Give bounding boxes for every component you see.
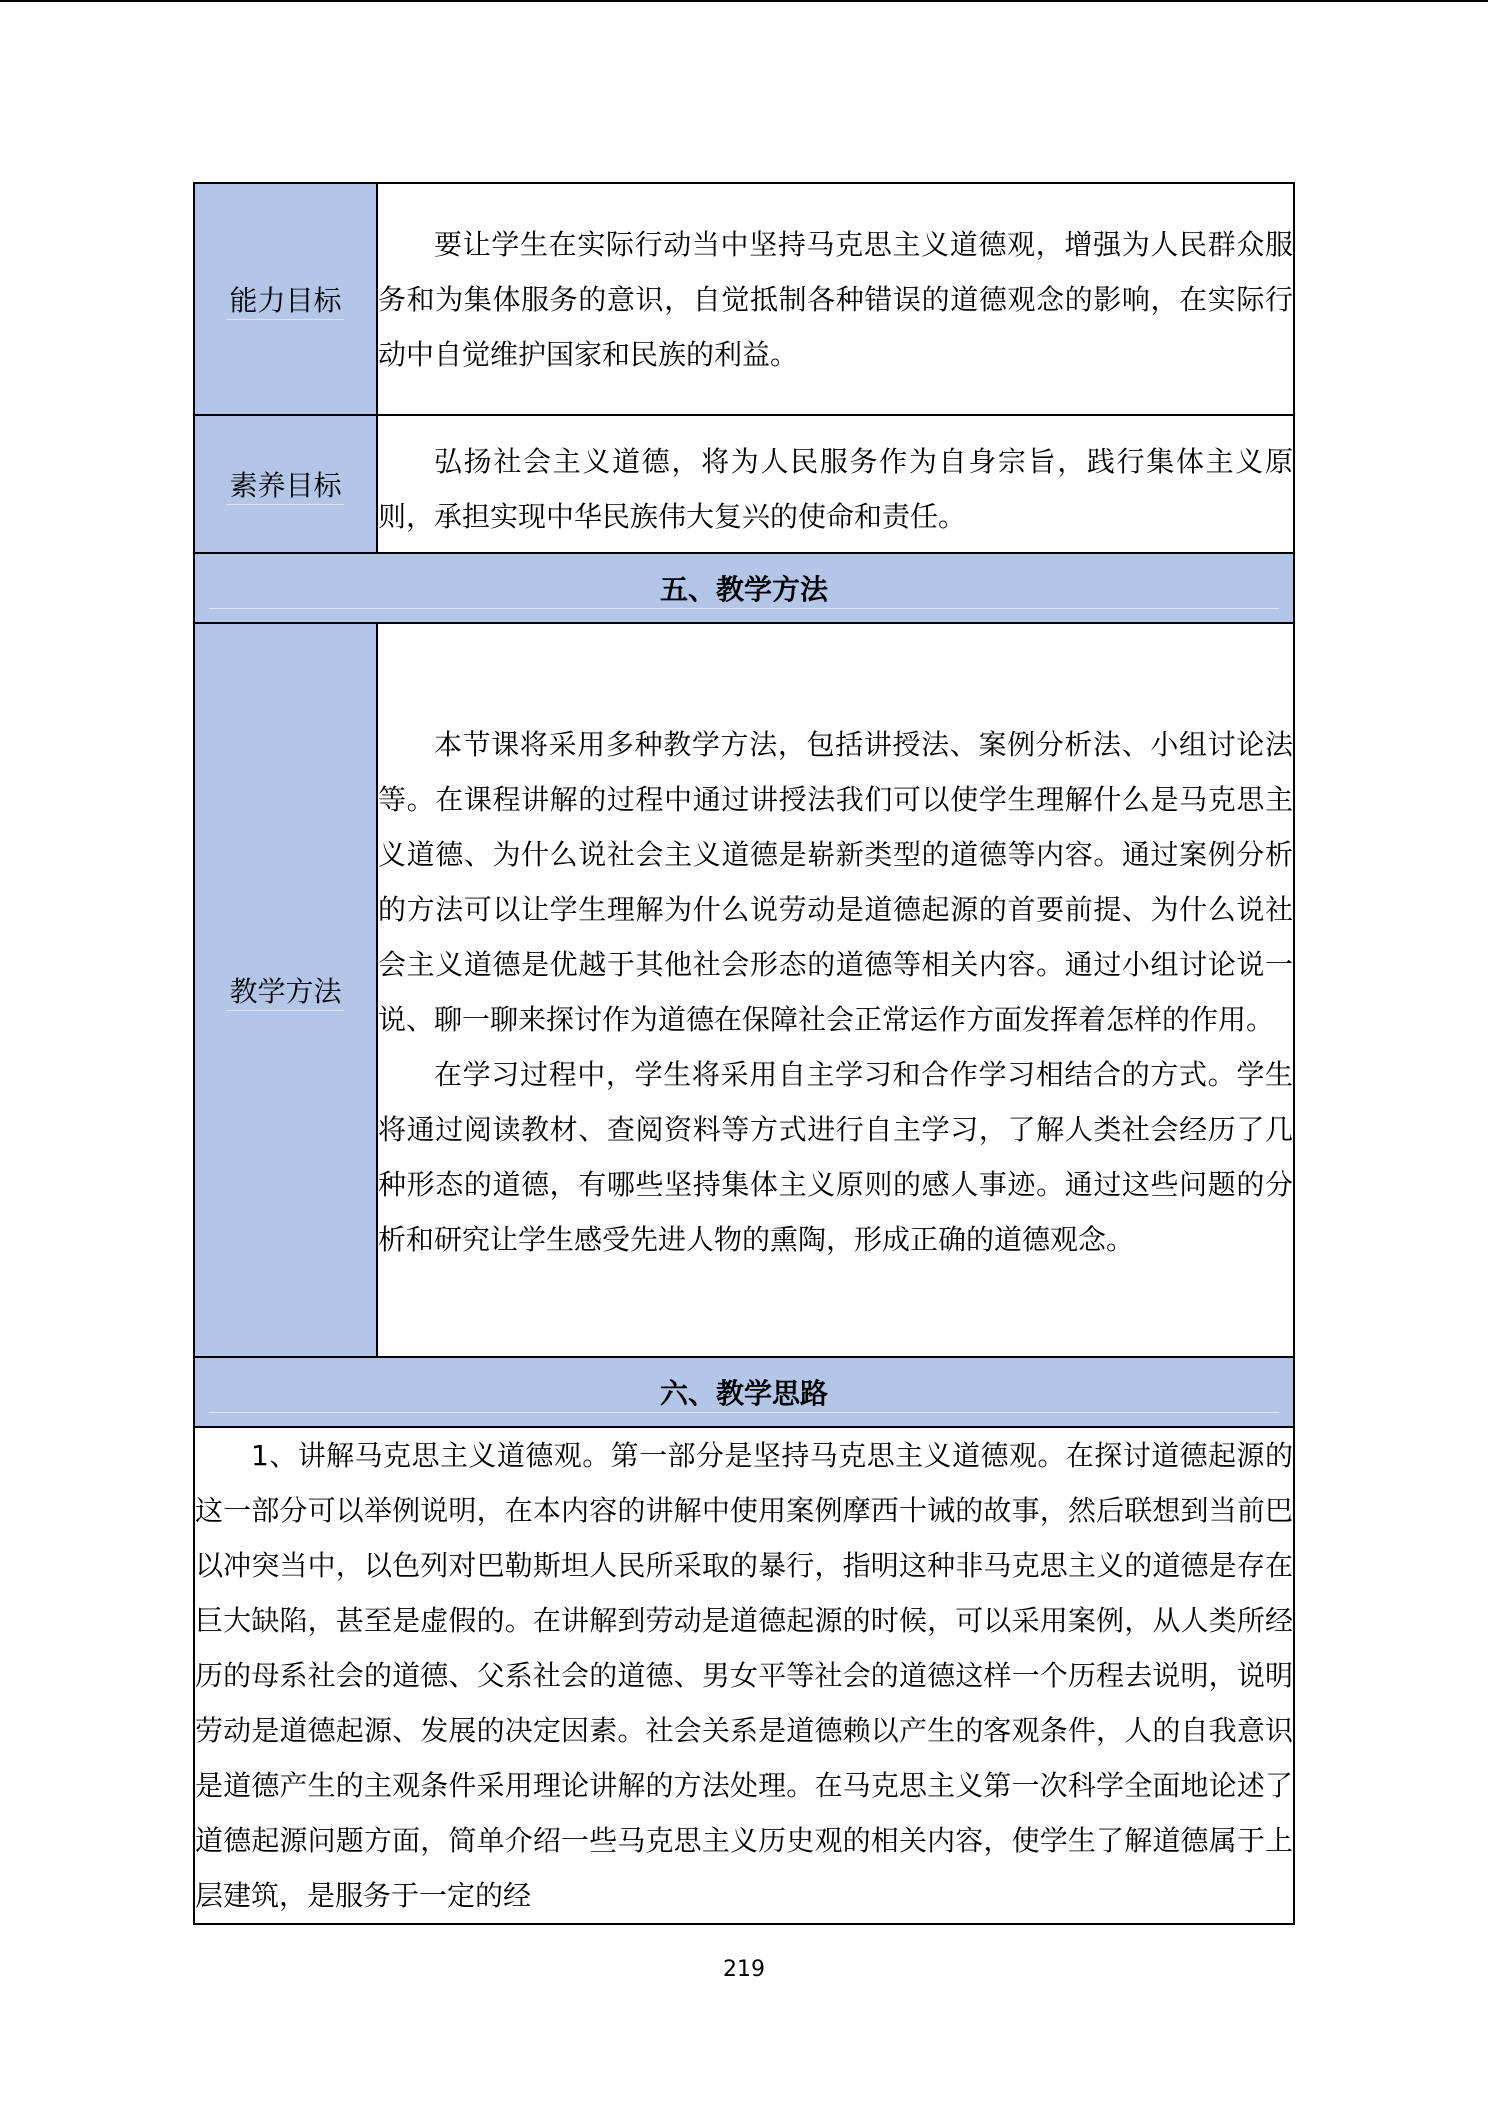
section-title-thinking: 六、教学思路 [209, 1372, 1279, 1413]
ability-goal-label-cell [194, 183, 377, 415]
thinking-content [194, 1427, 1294, 1924]
table-row [194, 1357, 1294, 1427]
section-heading-thinking [194, 1357, 1294, 1427]
section-title-methods: 五、教学方法 [209, 568, 1279, 609]
ability-goal-content [377, 183, 1294, 415]
lesson-plan-table [193, 182, 1295, 1925]
literacy-goal-label-cell [194, 415, 377, 553]
table-row [194, 183, 1294, 415]
thinking-text: 1、讲解马克思主义道德观。第一部分是坚持马克思主义道德观。在探讨道德起源的这一部分可以举例说明，在本内容的讲解中使用案例摩西十诫的故事，然后联想到当前巴以冲突当中，以色列对巴勒斯坦人民所采取的暴行，指明这种非马克思主义的道德是存在巨大缺陷，甚至是虚假的。在讲解到劳动是道德起源的时候，可以采用案例，从人类所经历的母系社会的道德、父系社会的道德、男女平等社会的道德这样一个历程去说明，说明劳动是道德起源、发展的决定因素。社会关系是道德赖以产生的客观条件，人的自我意识是道德产生的主观条件采用理论讲解的方法处理。在马克思主义第一次科学全面地论述了道德起源问题方面，简单介绍一些马克思主义历史观的相关内容，使学生了解道德属于上层建筑，是服务于一定的经 [195, 1439, 1293, 1912]
methods-label: 教学方法 [227, 970, 343, 1011]
methods-label-cell [194, 623, 377, 1357]
table-row [194, 623, 1294, 1357]
ability-goal-label: 能力目标 [227, 279, 343, 320]
section-heading-methods [194, 553, 1294, 623]
literacy-goal-label: 素养目标 [227, 464, 343, 505]
literacy-goal-content [377, 415, 1294, 553]
methods-content [377, 623, 1294, 1357]
literacy-goal-text: 弘扬社会主义道德，将为人民服务作为自身宗旨，践行集体主义原则，承担实现中华民族伟大复兴的使命和责任。 [378, 445, 1293, 533]
table-row [194, 415, 1294, 553]
ability-goal-text: 要让学生在实际行动当中坚持马克思主义道德观，增强为人民群众服务和为集体服务的意识，自觉抵制各种错误的道德观念的影响，在实际行动中自觉维护国家和民族的利益。 [378, 227, 1293, 371]
methods-paragraph-2: 在学习过程中，学生将采用自主学习和合作学习相结合的方式。学生将通过阅读教材、查阅资料等方式进行自主学习，了解人类社会经历了几种形态的道德，有哪些坚持集体主义原则的感人事迹。通过这些问题的分析和研究让学生感受先进人物的熏陶，形成正确的道德观念。 [378, 1058, 1293, 1256]
table-row [194, 553, 1294, 623]
page-number: 219 [723, 1957, 765, 1982]
methods-paragraph-1: 本节课将采用多种教学方法，包括讲授法、案例分析法、小组讨论法等。在课程讲解的过程中通过讲授法我们可以使学生理解什么是马克思主义道德、为什么说社会主义道德是崭新类型的道德等内容。通过案例分析的方法可以让学生理解为什么说劳动是道德起源的首要前提、为什么说社会主义道德是优越于其他社会形态的道德等相关内容。通过小组讨论说一说、聊一聊来探讨作为道德在保障社会正常运作方面发挥着怎样的作用。 [378, 728, 1293, 1036]
table-row [194, 1427, 1294, 1924]
